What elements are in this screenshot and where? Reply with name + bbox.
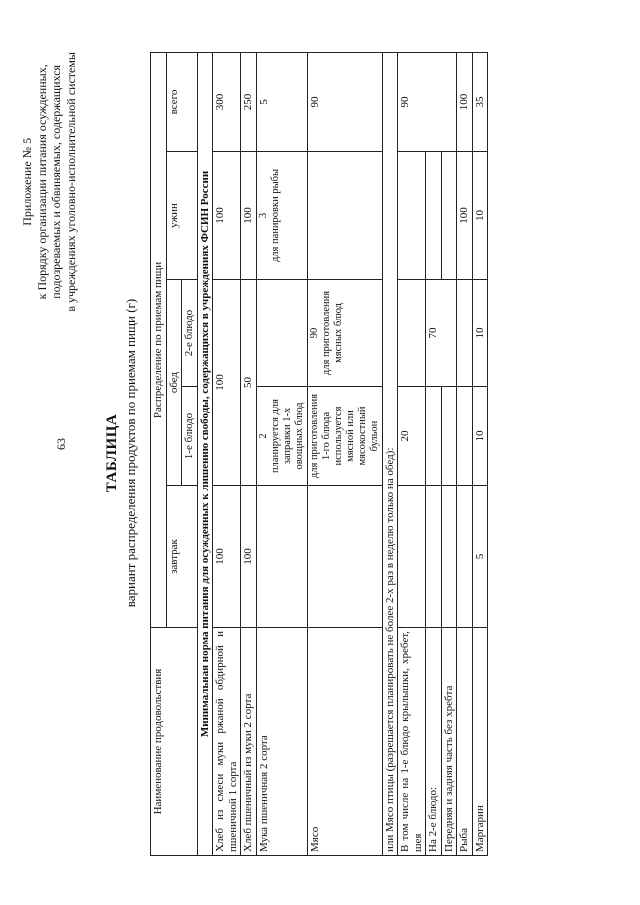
- table-row: [213, 52, 241, 855]
- cell-lunch: 100: [213, 280, 241, 486]
- table-row: [472, 52, 488, 855]
- header-first-course: 1-е блюдо: [182, 387, 198, 486]
- cell-breakfast: 5: [472, 486, 488, 628]
- table-row: [241, 52, 257, 855]
- cell-first-course: [426, 387, 442, 486]
- cell-dinner: [256, 152, 307, 280]
- cell-note: для приготовления мясных блюд: [320, 290, 344, 376]
- table-title: ТАБЛИЦА: [104, 413, 120, 493]
- cell-value: 3: [257, 212, 269, 219]
- cell-dinner: 100: [457, 152, 473, 280]
- appendix-line: в учреждениях уголовно-исполнительной системы: [63, 52, 78, 312]
- cell-value: 2: [257, 433, 269, 439]
- section-title: Минимальная норма питания для осужденных к лишению свободы, содержащихся в учреждениях ФСИН России: [197, 52, 213, 855]
- cell-note: планируется для заправки 1-х овощных блюд: [269, 399, 305, 473]
- cell-first-course: [256, 387, 307, 486]
- header-lunch: обед: [166, 280, 182, 486]
- cell-breakfast: [256, 486, 307, 628]
- note-row: [382, 52, 398, 855]
- row-name: В том числе на 1-е блюдо крылышки, хребет, шея: [398, 628, 426, 856]
- header-distribution: Распределение по приемам пищи: [151, 52, 167, 627]
- row-name: Хлеб из смеси муки ржаной обдирной и пшеничной 1 сорта: [213, 628, 241, 856]
- appendix-line: подозреваемых и обвиняемых, содержащихся: [49, 64, 63, 299]
- cell-note: для панировки рыбы: [269, 168, 281, 263]
- row-name: Рыба: [457, 628, 473, 856]
- cell-dinner: [441, 152, 457, 280]
- poultry-note: или Мясо птицы (разрешается планировать не более 2-х раз в неделю только на обед):: [382, 52, 398, 855]
- header-dinner: ужин: [166, 152, 197, 280]
- cell-dinner: 100: [241, 152, 257, 280]
- header-second-course: 2-е блюдо: [182, 280, 198, 387]
- cell-dinner: 100: [213, 152, 241, 280]
- cell-total: 250: [241, 52, 257, 151]
- cell-second-course: 10: [472, 280, 488, 387]
- header-row: [151, 52, 167, 855]
- cell-breakfast: [307, 486, 382, 628]
- appendix-line: Приложение № 5: [20, 137, 34, 226]
- cell-first-course: [441, 387, 457, 486]
- cell-total: 5: [256, 52, 307, 151]
- cell-dinner: [307, 152, 382, 280]
- header-total: всего: [166, 52, 197, 151]
- table-subtitle: вариант распределения продуктов по приемам пищи (г): [123, 298, 138, 608]
- cell-total: 35: [472, 52, 488, 151]
- table-row: [441, 52, 457, 855]
- row-name: Маргарин: [472, 628, 488, 856]
- cell-dinner: [398, 152, 426, 280]
- cell-breakfast: [457, 486, 473, 628]
- appendix-block: [20, 52, 78, 312]
- cell-breakfast: [398, 486, 426, 628]
- cell-dinner: [426, 152, 442, 280]
- row-name: Передняя и задняя часть без хребта: [441, 628, 457, 856]
- distribution-table: [150, 52, 488, 856]
- table-heading: [104, 28, 139, 878]
- cell-breakfast: [426, 486, 442, 628]
- table-row: [256, 52, 307, 855]
- cell-breakfast: 100: [213, 486, 241, 628]
- cell-second-course: [457, 280, 473, 387]
- cell-total: 90: [398, 52, 457, 151]
- cell-second-course: [307, 280, 382, 387]
- table-row: [426, 52, 442, 855]
- row-name: Хлеб пшеничный из муки 2 сорта: [241, 628, 257, 856]
- cell-breakfast: [441, 486, 457, 628]
- cell-second-course: [256, 280, 307, 387]
- cell-total: 100: [457, 52, 473, 151]
- header-breakfast: завтрак: [166, 486, 197, 628]
- table-row: [457, 52, 473, 855]
- cell-total: 300: [213, 52, 241, 151]
- row-name: На 2-е блюдо:: [426, 628, 442, 856]
- section-row: [197, 52, 213, 855]
- cell-first-course: [457, 387, 473, 486]
- cell-first-course: 10: [472, 387, 488, 486]
- cell-first-course: для приготовления 1-го блюда используется мясной или мясокостный бульон: [307, 387, 382, 486]
- cell-dinner: 10: [472, 152, 488, 280]
- table-row: [398, 52, 426, 855]
- cell-lunch: 50: [241, 280, 257, 486]
- cell-value: 90: [308, 327, 320, 339]
- cell-second-course: [398, 280, 426, 387]
- row-name: Мясо: [307, 628, 382, 856]
- cell-second-course: 70: [426, 280, 457, 387]
- rotated-page: [14, 28, 574, 878]
- row-name: Мука пшеничная 2 сорта: [256, 628, 307, 856]
- page-number: 63: [54, 438, 68, 450]
- cell-breakfast: 100: [241, 486, 257, 628]
- cell-total: 90: [307, 52, 382, 151]
- appendix-line: к Порядку организации питания осужденных,: [34, 64, 49, 300]
- header-name: Наименование продовольствия: [151, 628, 198, 856]
- cell-first-course: 20: [398, 387, 426, 486]
- table-row: [307, 52, 382, 855]
